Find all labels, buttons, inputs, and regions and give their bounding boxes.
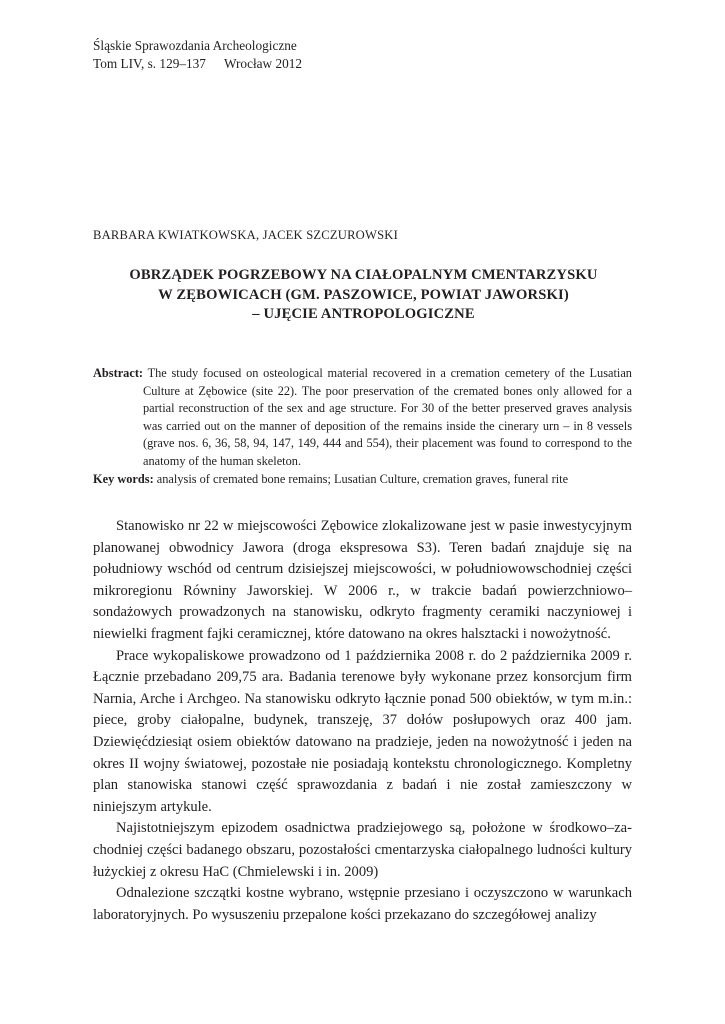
journal-volume-line	[93, 55, 302, 73]
keywords-label: Key words:	[93, 471, 154, 486]
body-text	[93, 516, 632, 926]
abstract-block	[93, 365, 632, 488]
journal-place-year: Wrocław 2012	[223, 56, 303, 71]
abstract-label: Abstract:	[93, 366, 144, 380]
abstract-text: The study focused on osteological material recovered in a cremation cemetery of the Lusatian Culture at Zębowice (site 22). The poor preservation of the cremated bones only allowed for a partial reconstruction of the sex and age structure. For 30 of the better preserved graves analysis was carried out on the manner of deposition of the remains inside the cinerary urn – in 8 vessels (grave nos. 6, 36, 58, 94, 147, 149, 444 and 554), their placement was found to correspond to the anatomy of the human skeleton.	[143, 366, 632, 468]
title-line-3: – UJĘCIE ANTROPOLOGICZNE	[252, 306, 475, 322]
abstract	[93, 365, 632, 471]
authors: BARBARA KWIATKOWSKA, JACEK SZCZUROWSKI	[93, 228, 398, 242]
paragraph-4: Odnalezione szczątki kostne wybrano, wstępnie przesiano i oczyszczono w warunkach laboratoryjnych. Po wysuszeniu przepalone kości przekazano do szczegółowej analizy	[93, 885, 632, 923]
paragraph-2: Prace wykopaliskowe prowadzono od 1 października 2008 r. do 2 października 2009 r. Łącznie przebadano 209,75 ara. Badania terenowe były wykonane przez konsorcjum firm Narnia, Arche i Archgeo. Na stanowisku odkryto łącznie ponad 500 obiektów, w tym m.in.: piece, groby ciałopalne, budynek, transzeję, 37 dołów posłupowych oraz 400 jam. Dziewięćdziesiąt osiem obiektów datowano na pradzieje, jeden na nowożytność i jeden na okres II wojny światowej, pozostałe nie posiadają kontekstu chronologicznego. Kompletny plan stanowiska stanowi część sprawozdania z badań i nie został zamieszczony w niniejszym artykule.	[93, 647, 632, 815]
journal-header	[93, 37, 302, 73]
title-line-1: OBRZĄDEK POGRZEBOWY NA CIAŁOPALNYM CMENTARZYSKU	[129, 267, 598, 283]
keywords-text: analysis of cremated bone remains; Lusatian Culture, cremation graves, funeral rite	[156, 471, 569, 486]
journal-name: Śląskie Sprawozdania Archeologiczne	[93, 38, 297, 53]
article-title	[93, 266, 634, 325]
paragraph-1: Stanowisko nr 22 w miejscowości Zębowice zlokalizowane jest w pasie inwestycyjnym planowanej obwodnicy Jawora (droga ekspresowa S3). Teren badań znajduje się na południowy wschód od centrum dzisiejszej miejscowości, w południowowschodniej części mikroregionu Równiny Jaworskiej. W 2006 r., w trakcie badań powierzchniowo–sondażowych prowadzonych na stanowisku, odkryto fragmenty ceramiki naczyniowej i niewielki fragment fajki ceramicznej, które datowano na okres halsztacki i nowożytność.	[93, 518, 632, 642]
journal-volume: Tom LIV, s. 129–137	[93, 56, 206, 71]
keywords	[93, 471, 632, 489]
paragraph-3: Najistotniejszym epizodem osadnictwa pradziejowego są, położone w środkowo–zachodniej części badanego obszaru, pozostałości cmentarzyska ciałopalnego ludności kultury łużyckiej z okresu HaC (Chmielewski i in. 2009)	[93, 820, 632, 880]
title-line-2: W ZĘBOWICACH (GM. PASZOWICE, POWIAT JAWORSKI)	[158, 286, 569, 303]
